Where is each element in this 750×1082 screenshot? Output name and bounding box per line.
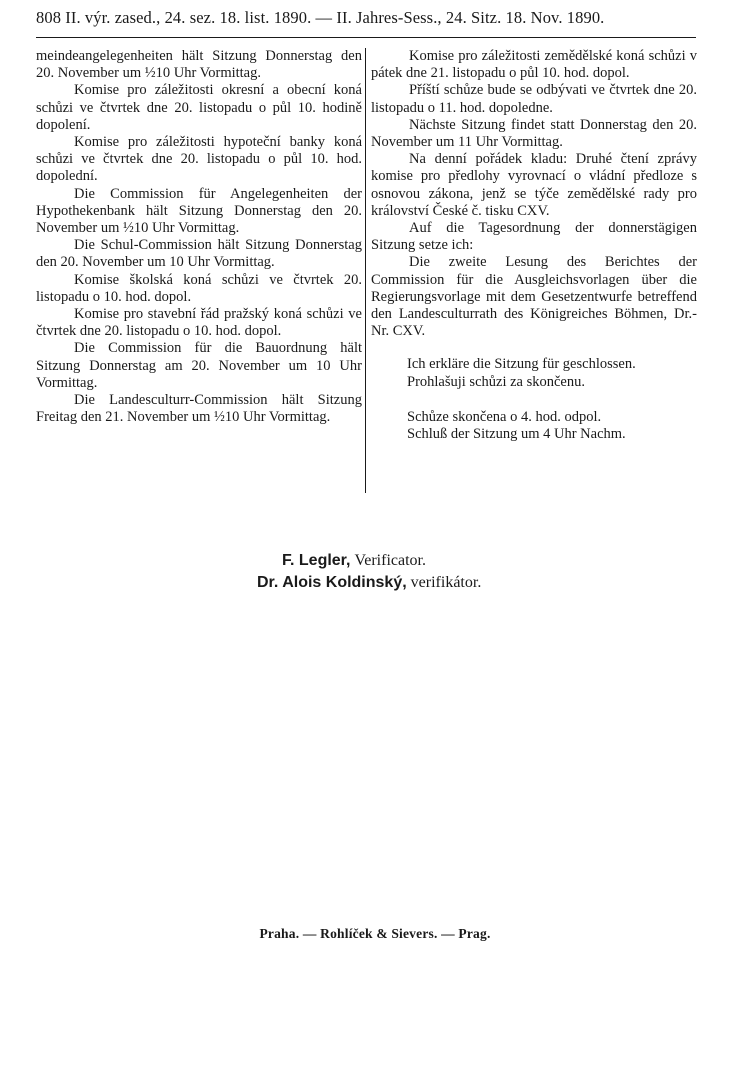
column-divider [365,48,366,493]
signature-block [200,550,600,594]
paragraph: Komise pro záležitosti hypoteční banky koná schůzi ve čtvrtek dne 20. listopadu o půl 10. hod. dopolední. [36,134,362,185]
verifier-title: verifikátor. [410,574,482,591]
paragraph: Auf die Tagesordnung der donnerstägigen Sitzung setze ich: [371,220,697,254]
running-header: 808 II. výr. zased., 24. sez. 18. list. 1890. — II. Jahres-Sess., 24. Sitz. 18. Nov. 1890. [36,8,605,27]
paragraph: Die zweite Lesung des Berichtes der Commission für die Ausgleichsvorlagen über die Regierungsvorlage mit dem Gesetzentwurfe betreffend den Landesculturrath des Königreiches Böhmen, Dr.-Nr. CXV. [371,254,697,340]
paragraph: Die Landesculturr-Commission hält Sitzung Freitag den 21. November um ½10 Uhr Vormittag. [36,392,362,426]
closing-declaration-cz: Prohlašuji schůzi za skončenu. [407,373,585,390]
right-column [371,48,697,443]
paragraph: Die Schul-Commission hält Sitzung Donnerstag den 20. November um 10 Uhr Vormittag. [36,237,362,271]
paragraph: Die Commission für Angelegenheiten der Hypothekenbank hält Sitzung Donnerstag den 20. November um ½10 Uhr Vormittag. [36,185,362,237]
verifier-name: F. Legler, [282,552,351,569]
paragraph: Příští schůze bude se odbývati ve čtvrtek dne 20. listopadu o 11. hod. dopoledne. [371,82,697,116]
printer-imprint: Praha. — Rohlíček & Sievers. — Prag. [259,926,491,941]
session-end-cz: Schůze skončena o 4. hod. odpol. [407,408,602,425]
signature-line [200,550,600,572]
left-column [36,48,362,426]
header-rule [36,37,696,38]
verifier-name: Dr. Alois Koldinský, [257,574,407,591]
paragraph: meindeangelegenheiten hält Sitzung Donnerstag den 20. November um ½10 Uhr Vormittag. [36,48,362,82]
session-end-de: Schluß der Sitzung um 4 Uhr Nachm. [407,426,626,443]
paragraph: Die Commission für die Bauordnung hält Sitzung Donnerstag am 20. November um 10 Uhr Vormittag. [36,340,362,391]
closing-declaration-de: Ich erkläre die Sitzung für geschlossen. [407,356,636,373]
paragraph: Komise pro záležitosti okresní a obecní koná schůzi ve čtvrtek dne 20. listopadu o půl 10. hodině dopolení. [36,82,362,133]
paragraph: Komise pro záležitosti zemědělské koná schůzi v pátek dne 21. listopadu o půl 10. hod. dopol. [371,48,697,82]
paragraph: Komise školská koná schůzi ve čtvrtek 20. listopadu o 10. hod. dopol. [36,271,362,305]
signature-line [200,572,600,594]
paragraph: Na denní pořádek kladu: Druhé čtení zprávy komise pro předlohy vyrovnací o vládní předloze s osnovou zákona, jenž se týče zemědělské rady pro království České č. tisku CXV. [371,151,697,219]
paragraph: Nächste Sitzung findet statt Donnerstag den 20. November um 11 Uhr Vormittag. [371,116,697,151]
paragraph: Komise pro stavební řád pražský koná schůzi ve čtvrtek dne 20. listopadu o 10. hod. dopol. [36,306,362,340]
verifier-title: Verificator. [354,552,426,569]
